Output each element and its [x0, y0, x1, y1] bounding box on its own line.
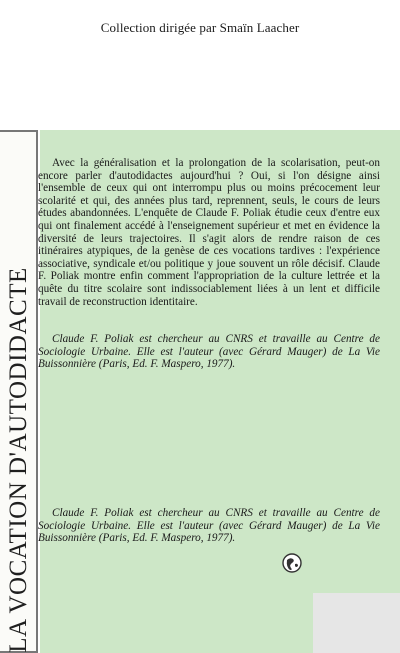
author-bio-repeat: Claude F. Poliak est chercheur au CNRS et travaille au Centre de Sociologie Urbaine. Elle est l'auteur (avec Gérard Mauger) de La Vie Buissonnière (Paris, Ed. F. Maspero, 1977).	[38, 507, 380, 545]
author-bio: Claude F. Poliak est chercheur au CNRS et travaille au Centre de Sociologie Urbaine. Elle est l'auteur (avec Gérard Mauger) de La Vie Buissonnière (Paris, Ed. F. Maspero, 1977).	[38, 333, 380, 371]
spine-title: LA VOCATION D'AUTODIDACTE	[5, 267, 32, 653]
series-line: Collection dirigée par Smaïn Laacher	[100, 20, 300, 35]
globe-icon	[282, 553, 302, 573]
spine-box	[0, 130, 38, 653]
blurb-text: Avec la généralisation et la prolongation de la scolarisation, peut-on encore parler d'autodidactes aujourd'hui ? Oui, si l'on désigne ainsi l'ensemble de ceux qui ont interrompu plus ou moins précocement leur scolarité et qui, des années plus tard, reprennent, seuls, le cours de leurs études abandonnées. L'enquête de Claude F. Poliak étudie ceux d'entre eux qui ont finalement accédé à l'enseignement supérieur et met en évidence la diversité de leurs trajectoires. Il s'agit alors de rendre raison de ces itinéraires atypiques, de la genèse de ces vocations tardives : l'expérience associative, syndicale et/ou politique y joue souvent un rôle décisif. Claude F. Poliak montre enfin comment l'appropriation de la culture lettrée et la quête du titre scolaire sont indissociablement liées à un lent et difficile travail de reconstruction identitaire.	[38, 157, 380, 308]
barcode-area	[313, 593, 400, 653]
